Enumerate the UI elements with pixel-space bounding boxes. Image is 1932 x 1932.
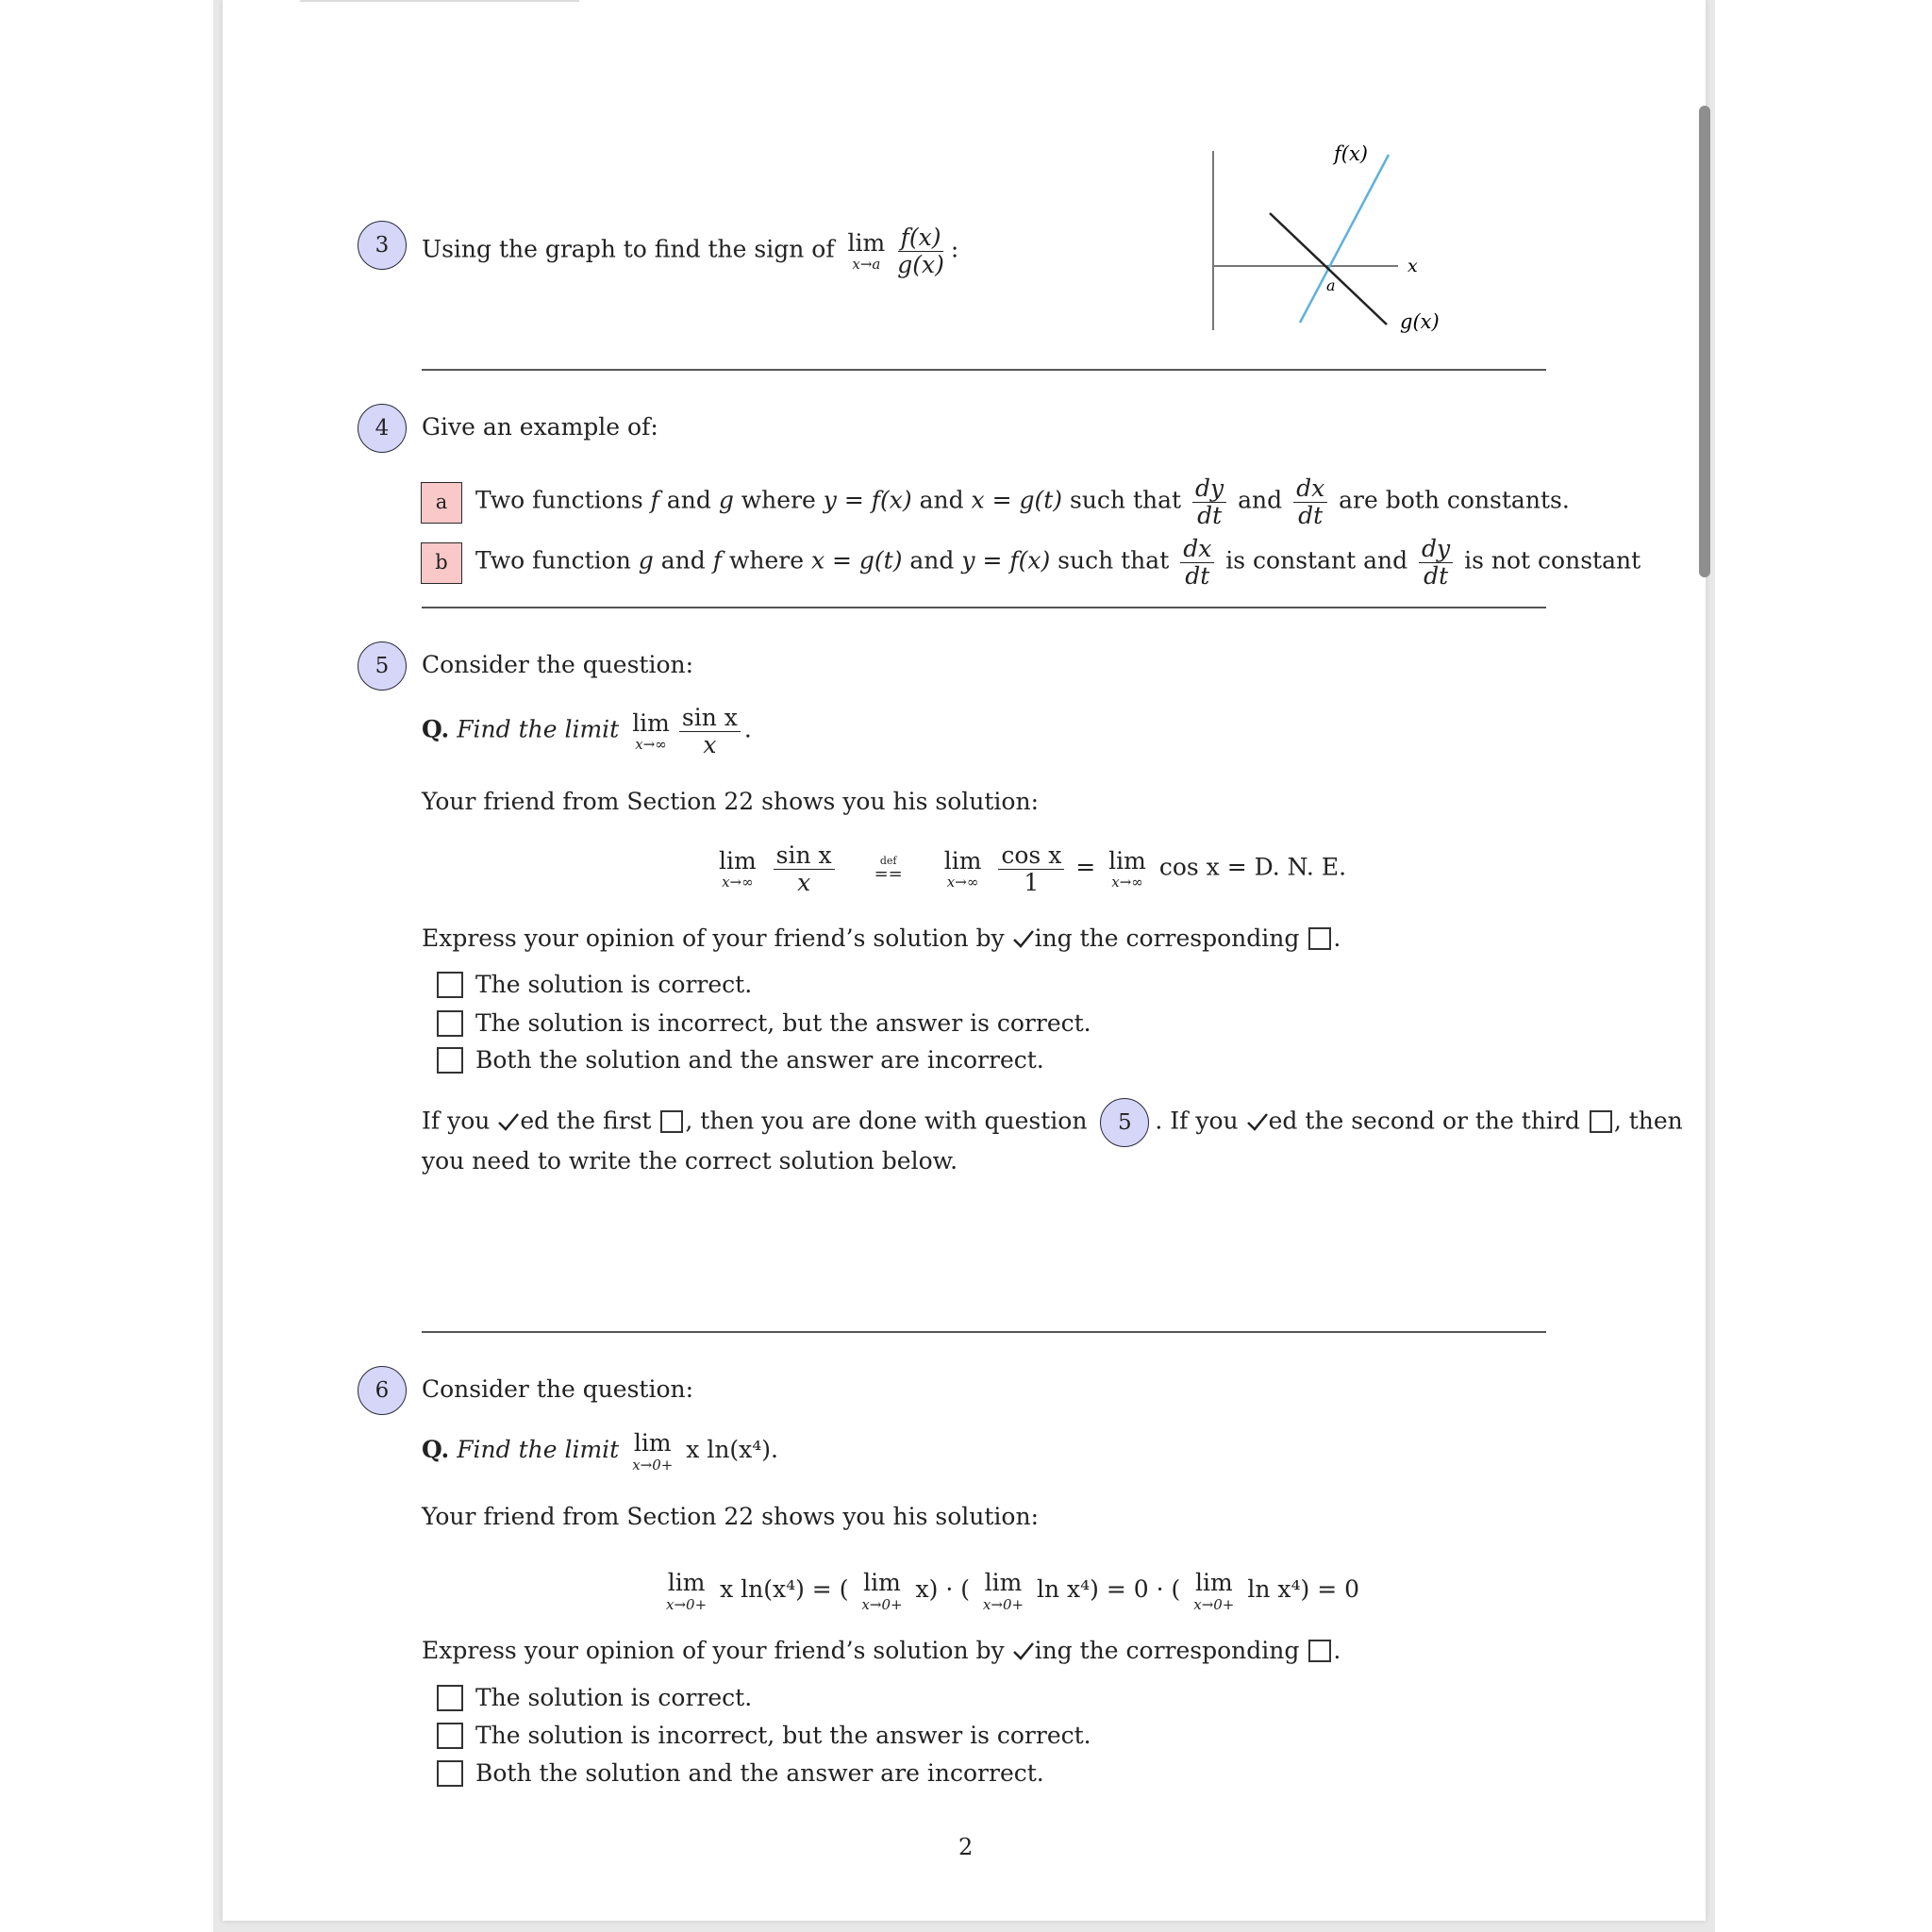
question-6-intro: Consider the question: [422,1375,694,1403]
b-f: f [712,546,722,575]
a-frac2-den: dt [1298,501,1324,529]
checkbox-icon [1590,1110,1612,1133]
q3-colon: : [950,235,959,263]
question-5-ref-badge: 5 [1100,1098,1149,1147]
graph-a-label: a [1326,276,1336,294]
question-6-badge: 6 [358,1366,407,1415]
a-g: g [718,486,734,514]
q6-sol-sub4: x→0+ [1193,1595,1235,1613]
q5-den: x [703,730,717,758]
a-and-3: and [1238,486,1283,514]
q6-sol-lim1: lim [667,1569,706,1596]
b-eq1: x = g(t) [810,546,903,575]
question-4-badge: 4 [358,404,407,453]
q5-opinion-text: Express your opinion of your friend’s solution by [422,924,1005,952]
q6-option-2-label: The solution is incorrect, but the answer is correct. [475,1722,1091,1749]
q5-opinion: Express your opinion of your friend’s solution by ing the corresponding . [422,924,1341,952]
q5-option-2-checkbox[interactable] [437,1010,463,1037]
question-3-badge: 3 [358,221,407,270]
b-and: and [660,546,706,575]
q5-sol-eq: = [1075,853,1096,881]
a-text1: Two functions [475,486,643,514]
checkbox-icon [1308,927,1331,950]
q6-option-2-checkbox[interactable] [437,1723,463,1749]
q5-option-1-label: The solution is correct. [475,971,753,998]
q5-follow-up-line-1 [422,1098,1683,1147]
q5-friend-text: Your friend from Section 22 shows you his solution: [422,788,1040,815]
q6-solution [660,1570,1359,1612]
graph-f-label: f(x) [1334,142,1369,165]
part-b-tag: b [421,542,462,584]
checkbox-icon [660,1110,683,1133]
graph-x-label: x [1407,256,1418,276]
q5-q-label: Q. [422,715,450,743]
q5-sol-lim1: lim [719,846,757,874]
q5-sol-eqsym: == [874,863,903,884]
part-a-text [475,475,1570,528]
question-5-q [422,705,752,758]
q5-option-2-label: The solution is incorrect, but the answer is correct. [475,1009,1091,1037]
q5-num: sin x [679,705,741,732]
page-top-edge [300,0,579,2]
a-frac2-num: dx [1293,475,1327,503]
q5-sol-def: def [879,854,897,867]
q3-numerator: f(x) [898,225,944,252]
q6-lim-sub: x→0+ [632,1456,674,1474]
q6-lim: lim [633,1429,672,1457]
checkbox-icon [1308,1640,1331,1662]
q5-opinion-tail: ing the corresponding [1034,924,1300,952]
question-6-q [422,1430,778,1473]
b-frac1-num: dx [1180,536,1214,563]
q6-opinion-text: Express your opinion of your friend’s solution by [422,1637,1005,1664]
q6-sol-t1: x ln(x⁴) = ( [720,1574,849,1603]
q5-follow-up-line-2: you need to write the correct solution below. [422,1147,958,1174]
q5-sol-den2: 1 [1024,868,1040,896]
graph-f-line [1300,155,1389,323]
q5-sol-lim3: lim [1108,846,1146,874]
q5-sol-num1: sin x [774,842,835,870]
q5-q-text: Find the limit [457,715,620,743]
q6-sol-sub2: x→0+ [861,1595,903,1613]
a-frac1-num: dy [1192,475,1226,503]
q5-option-3-label: Both the solution and the answer are incorrect. [475,1046,1044,1074]
q5-sol-sub2: x→∞ [946,874,979,891]
question-3-text [422,225,958,277]
b-such: such that [1058,546,1170,575]
q5-period: . [743,715,752,743]
q6-sol-t2: x) · ( [915,1574,970,1603]
b-tail: is not constant [1464,546,1641,575]
b-frac2-num: dy [1419,536,1453,563]
q5-sol-den1: x [797,868,811,896]
q6-q-text: Find the limit [457,1435,620,1463]
follow-p1: If you [422,1107,491,1135]
follow-p4: . If you [1155,1107,1239,1135]
question-5-badge: 5 [358,641,407,691]
follow-p3: , then you are done with question [685,1107,1088,1135]
check-mark-icon [1246,1111,1269,1132]
graph-g-line [1270,213,1387,325]
b-and-2: and [909,546,955,575]
b-eq2: y = f(x) [961,546,1051,575]
follow-p5: ed the second or the third [1268,1107,1580,1135]
scrollbar-thumb[interactable] [1699,106,1710,577]
a-and: and [666,486,711,514]
q3-lim-sub: x→a [852,256,881,274]
q6-option-1-label: The solution is correct. [475,1684,753,1711]
q3-lim: lim [847,228,886,257]
q5-lim: lim [632,708,670,737]
q6-sol-lim2: lim [863,1569,901,1596]
q5-sol-sub3: x→∞ [1111,874,1143,891]
q3-denominator: g(x) [897,250,944,278]
q6-option-3-label: Both the solution and the answer are incorrect. [475,1759,1044,1787]
a-tail: are both constants. [1339,486,1570,514]
q3-graph [1198,142,1472,349]
part-b-text [475,536,1641,589]
q6-opinion-tail: ing the corresponding [1034,1637,1300,1664]
question-5-intro: Consider the question: [422,651,694,678]
q5-sol-lim2: lim [943,846,982,874]
q5-sol-sub1: x→∞ [722,874,754,891]
divider-3 [422,1331,1546,1333]
follow-p6: , then [1613,1107,1683,1135]
q3-prompt: Using the graph to find the sign of [422,235,835,263]
b-frac1-den: dt [1185,561,1210,590]
q6-option-1-checkbox[interactable] [437,1685,463,1711]
q5-lim-sub: x→∞ [635,736,667,754]
divider-1 [422,369,1546,371]
a-f: f [650,486,659,514]
question-4-intro: Give an example of: [422,413,658,441]
q6-sol-sub1: x→0+ [666,1595,708,1613]
q6-friend-text: Your friend from Section 22 shows you his solution: [422,1503,1040,1530]
a-eq2: x = g(t) [971,486,1063,514]
q5-sol-num2: cos x [998,842,1064,870]
divider-2 [422,607,1546,608]
q6-sol-sub3: x→0+ [982,1595,1024,1613]
part-a-tag: a [421,482,462,524]
check-mark-icon [497,1111,520,1132]
q5-option-3-checkbox[interactable] [437,1047,463,1074]
follow-p2: ed the first [520,1107,652,1135]
b-text1: Two function [475,546,631,575]
q6-option-3-checkbox[interactable] [437,1760,463,1787]
q6-opinion: Express your opinion of your friend’s solution by ing the corresponding . [422,1637,1341,1664]
q6-sol-lim4: lim [1194,1569,1233,1596]
document-page [223,0,1706,1921]
a-eq1: y = f(x) [823,486,912,514]
a-and-2: and [919,486,964,514]
q6-q-label: Q. [422,1435,450,1463]
q6-sol-t3: ln x⁴) = 0 · ( [1037,1574,1181,1603]
q5-solution [713,842,1346,895]
b-where: where [728,546,804,575]
check-mark-icon [1012,928,1035,949]
page-number: 2 [958,1834,974,1860]
a-frac1-den: dt [1197,501,1223,529]
b-mid: is constant and [1225,546,1408,575]
check-mark-icon [1012,1641,1035,1661]
q5-option-1-checkbox[interactable] [437,972,463,998]
q6-sol-lim3: lim [984,1569,1023,1596]
a-where: where [741,486,816,514]
q6-expr: x ln(x⁴). [686,1435,778,1463]
q6-sol-t4: ln x⁴) = 0 [1247,1574,1359,1603]
b-frac2-den: dt [1424,561,1449,590]
b-g: g [638,546,654,575]
graph-g-label: g(x) [1400,310,1440,333]
a-such: such that [1069,486,1182,514]
q5-sol-cos: cos x = D. N. E. [1158,853,1347,881]
